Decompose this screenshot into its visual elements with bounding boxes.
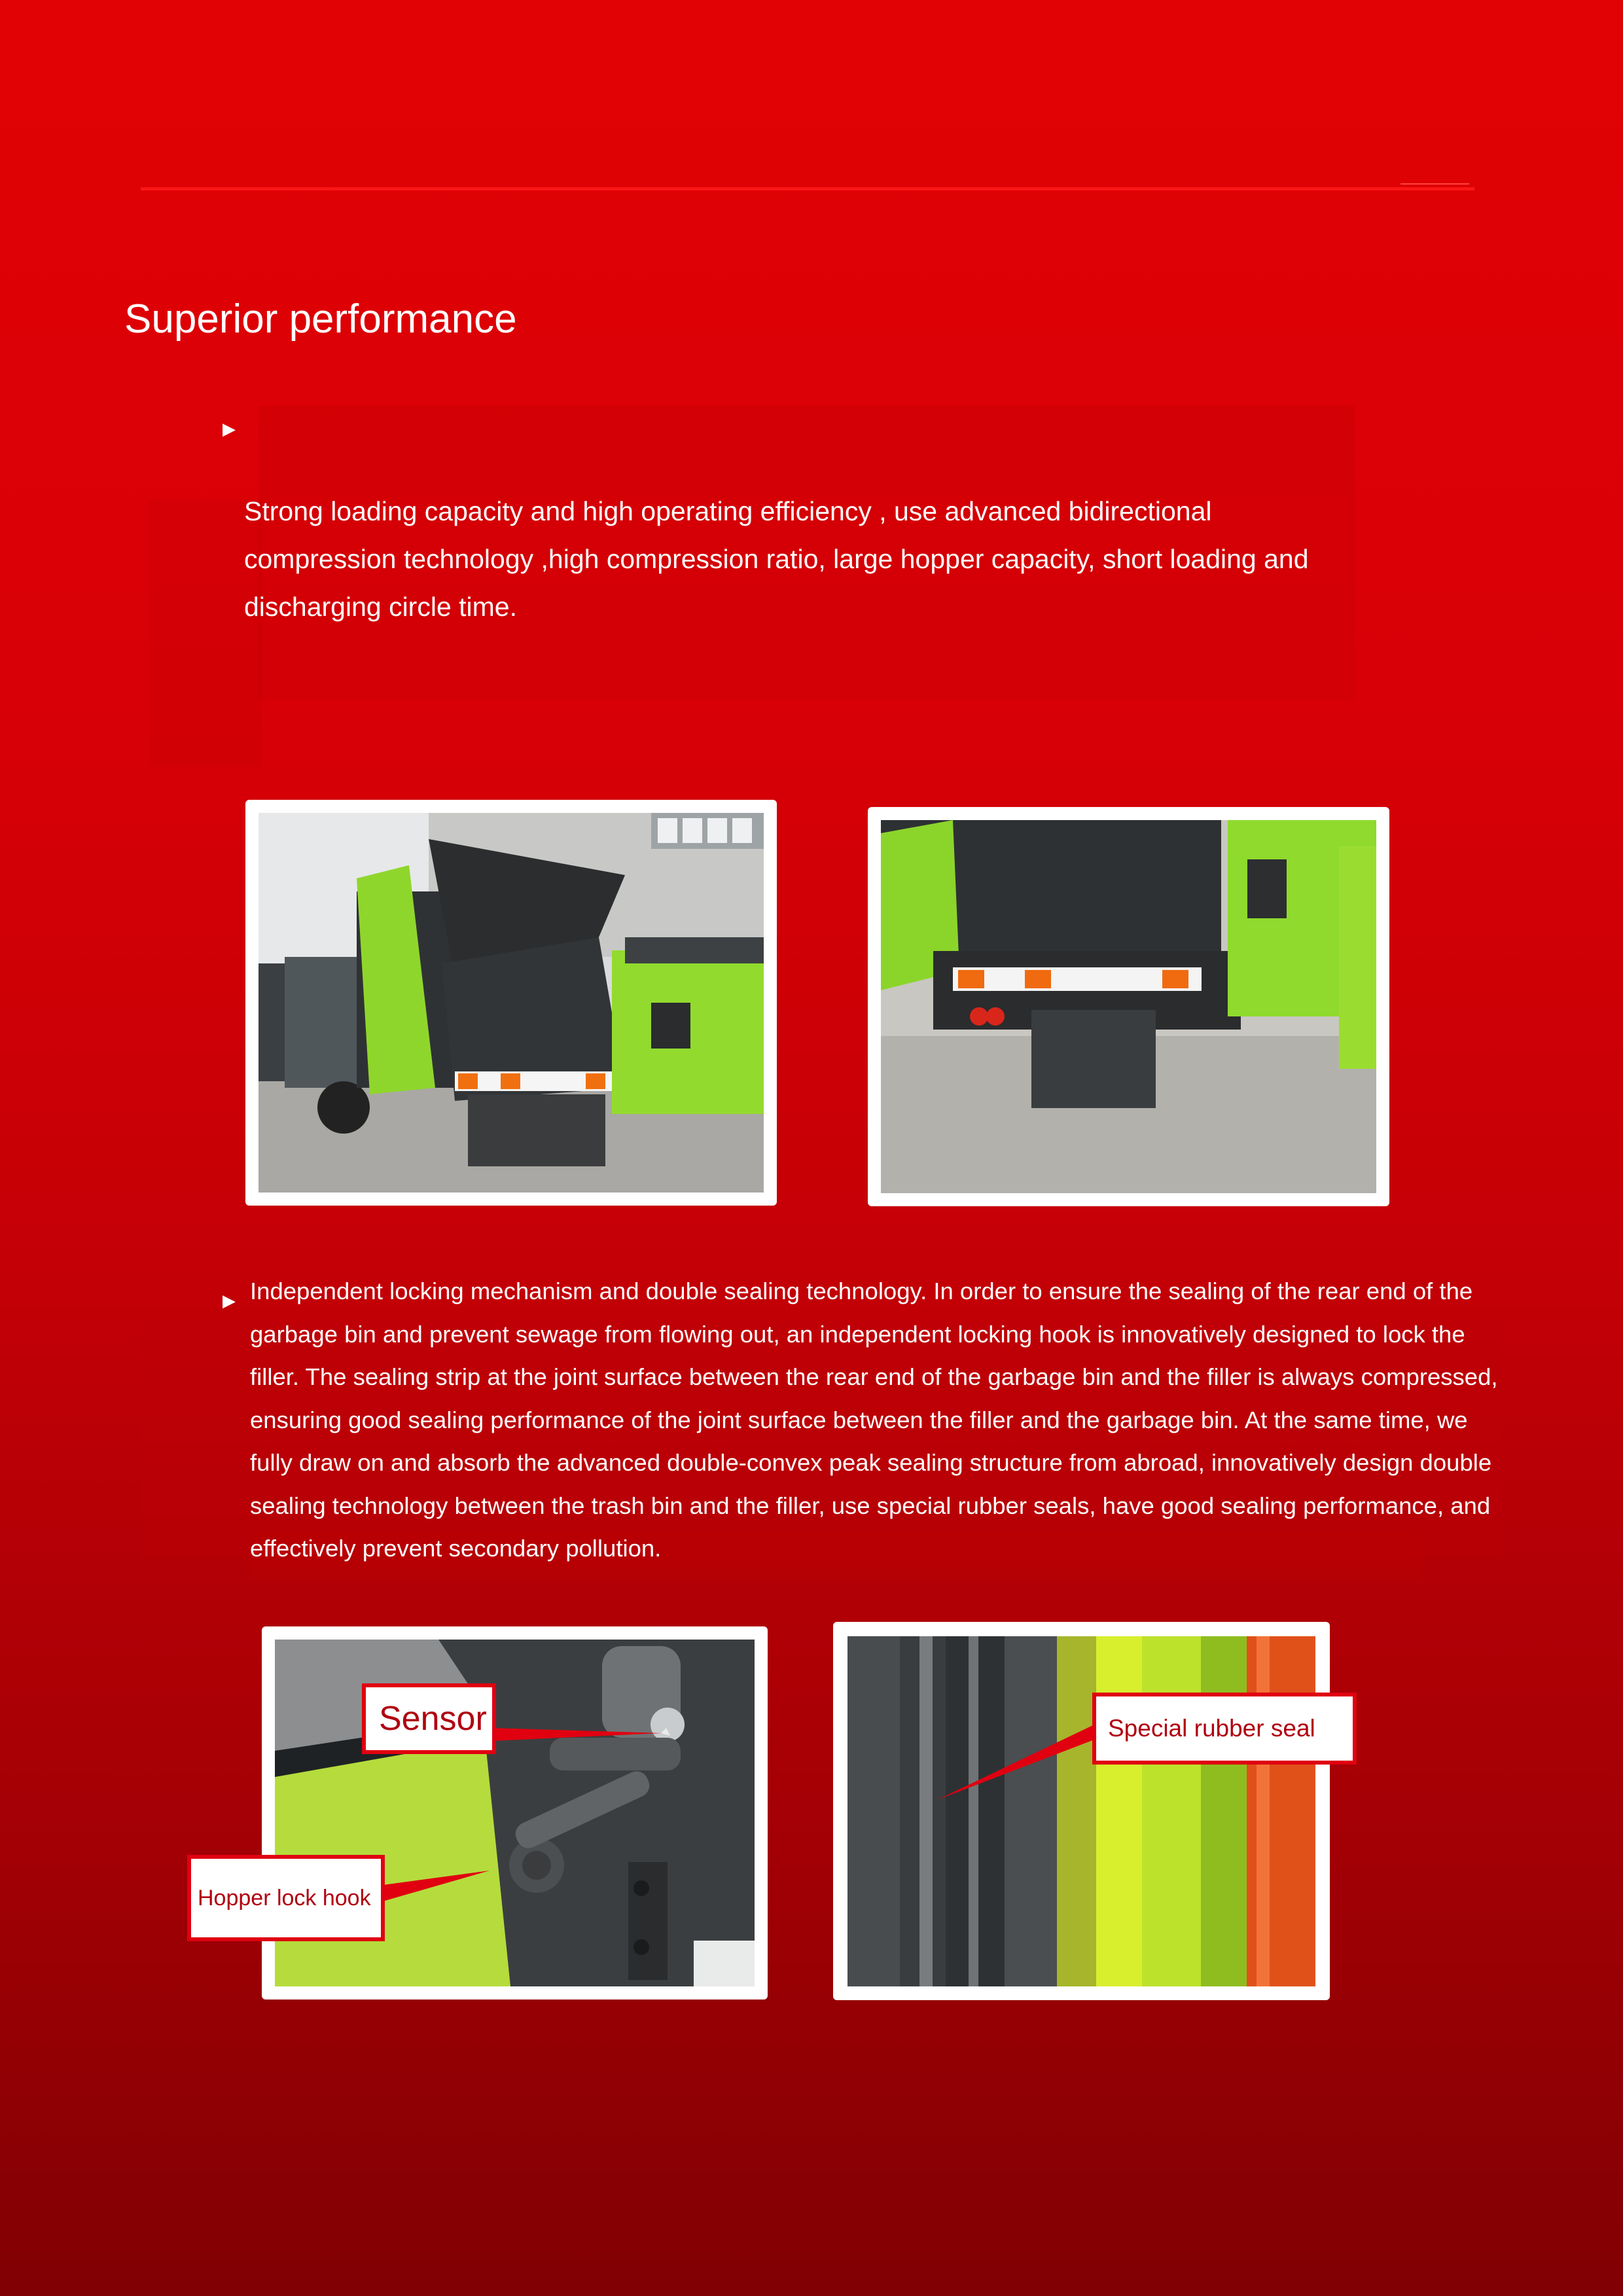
callout-special-rubber-seal-label: Special rubber seal (1092, 1693, 1357, 1765)
truck-rear-view-image (881, 820, 1376, 1193)
photo-truck-rear-view (868, 807, 1389, 1206)
bullet-arrow-icon: ▶ (223, 419, 236, 439)
photo-rubber-seal (833, 1622, 1330, 2000)
top-divider-accent (1400, 183, 1469, 185)
photo-lock-mechanism (262, 1626, 768, 2000)
bullet-arrow-icon: ▶ (223, 1291, 236, 1310)
truck-hopper-open-image (259, 813, 764, 1193)
top-divider-line (141, 187, 1474, 190)
callout-sensor-label: Sensor (362, 1683, 496, 1754)
rubber-seal-image (847, 1636, 1315, 1986)
callout-hopper-lock-hook-label: Hopper lock hook (187, 1855, 385, 1941)
page-title: Superior performance (124, 296, 517, 342)
section-paragraph-loading: Strong loading capacity and high operating efficiency , use advanced bidirectional compression technology ,high compression ratio, large hopper capacity, short loading and discharging circle time. (244, 496, 1309, 622)
section-paragraph-sealing: Independent locking mechanism and double sealing technology. In order to ensure the sealing of the rear end of the garbage bin and prevent sewage from flowing out, an independent locking hook is innovatively designed to lock the filler. The sealing strip at the joint surface between the rear end of the garbage bin and the filler is always compressed, ensuring good sealing performance of the joint surface between the filler and the garbage bin. At the same time, we fully draw on and absorb the advanced double-convex peak sealing structure from abroad, innovatively design double sealing technology between the trash bin and the filler, use special rubber seals, have good sealing performance, and effectively prevent secondary pollution. (250, 1278, 1498, 1562)
photo-truck-hopper-open (245, 800, 777, 1206)
